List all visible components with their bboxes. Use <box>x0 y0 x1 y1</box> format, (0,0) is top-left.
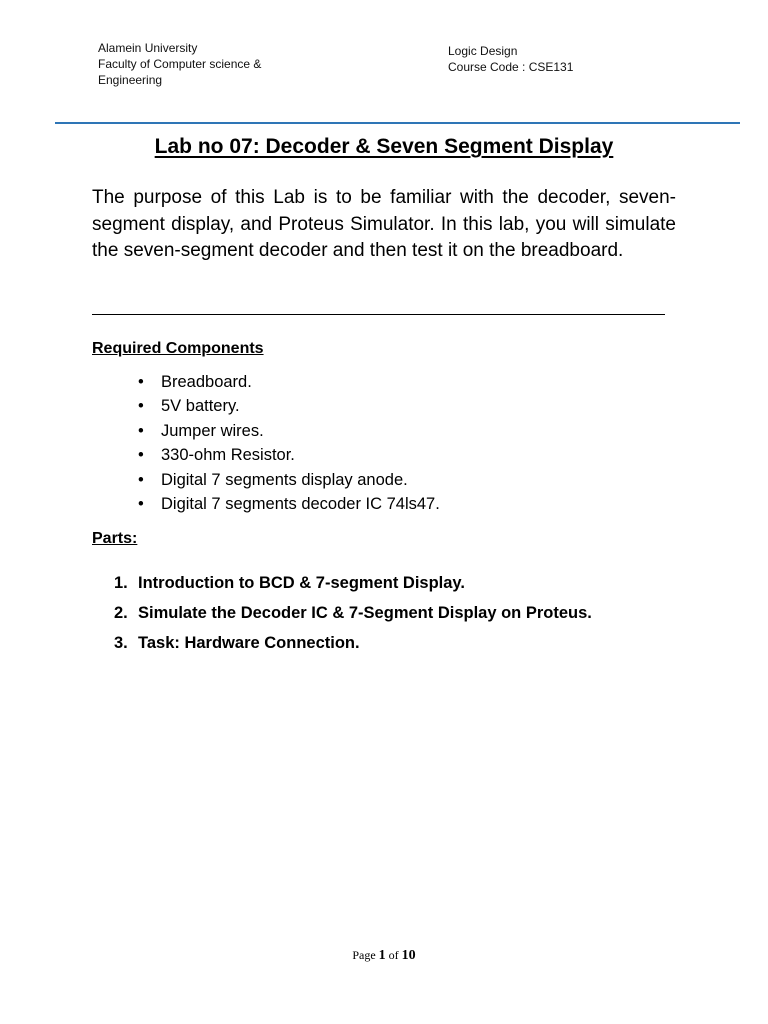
university-name: Alamein University <box>98 41 198 55</box>
course-code: Course Code : CSE131 <box>448 60 574 74</box>
list-item: • Jumper wires. <box>138 421 264 440</box>
list-item: • Breadboard. <box>138 373 252 391</box>
bullet-icon: • <box>138 494 144 513</box>
section-divider <box>92 314 665 315</box>
item-number: 2. <box>114 604 128 622</box>
part-text: Introduction to BCD & 7-segment Display. <box>138 574 465 592</box>
current-page-number: 1 <box>378 948 386 963</box>
bullet-icon: • <box>138 446 144 465</box>
bullet-icon: • <box>138 421 144 440</box>
page-word: Page <box>352 948 376 962</box>
bullet-icon: • <box>138 470 144 489</box>
faculty-line-1: Faculty of Computer science & <box>98 57 262 71</box>
components-list <box>0 372 440 518</box>
header-left <box>98 40 318 88</box>
list-item: • Digital 7 segments display anode. <box>138 470 408 489</box>
bullet-icon: • <box>138 397 144 416</box>
list-item <box>0 632 592 662</box>
list-item <box>0 572 592 602</box>
list-item <box>0 602 592 632</box>
parts-heading: Parts: <box>92 530 138 547</box>
part-text: Task: Hardware Connection. <box>138 634 360 652</box>
list-item: • 330-ohm Resistor. <box>138 446 295 465</box>
page-footer <box>0 948 768 964</box>
list-item: • 5V battery. <box>138 397 240 416</box>
parts-list <box>0 572 592 662</box>
course-name: Logic Design <box>448 44 518 58</box>
total-pages-number: 10 <box>401 948 416 963</box>
item-number: 3. <box>114 634 128 652</box>
intro-paragraph: The purpose of this Lab is to be familiar with the decoder, seven-segment display, and Proteus Simulator. In this lab, you will simulate the seven-segment decoder and then test it on the breadboard. <box>92 187 676 261</box>
bullet-icon: • <box>138 373 144 391</box>
page-title: Lab no 07: Decoder & Seven Segment Display <box>154 135 614 158</box>
list-item: • Digital 7 segments decoder IC 74ls47. <box>138 494 440 513</box>
of-word: of <box>388 948 399 962</box>
item-number: 1. <box>114 574 128 592</box>
faculty-line-2: Engineering <box>98 73 163 87</box>
required-components-heading: Required Components <box>92 340 264 357</box>
header-right <box>448 43 648 75</box>
part-text: Simulate the Decoder IC & 7-Segment Display on Proteus. <box>138 604 592 622</box>
header-divider <box>55 122 740 124</box>
